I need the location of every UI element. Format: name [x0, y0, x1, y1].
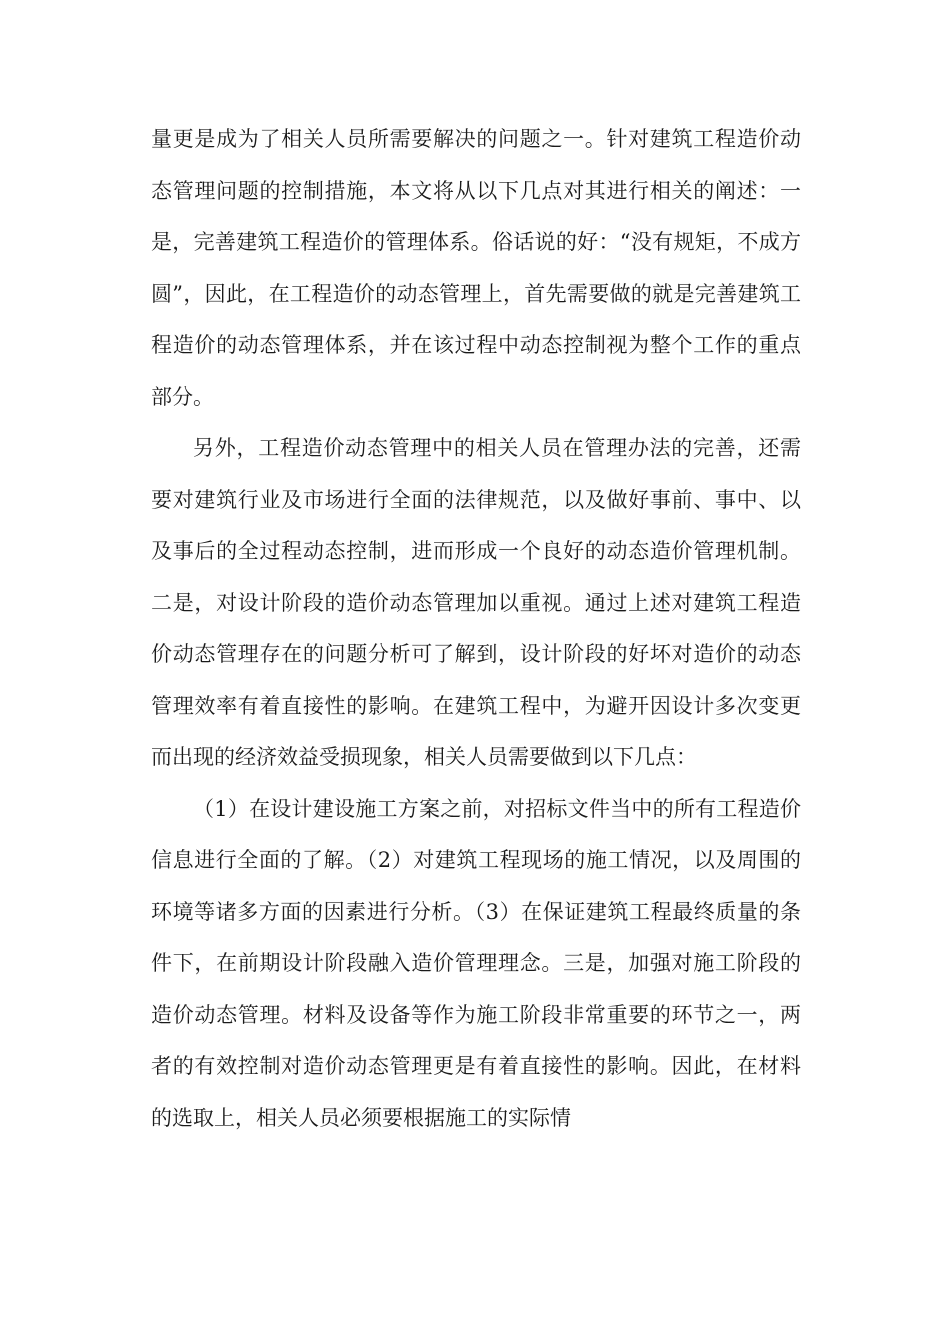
- paragraph-3: （1）在设计建设施工方案之前，对招标文件当中的所有工程造价信息进行全面的了解。（2）对建筑工程现场的施工情况，以及周围的环境等诸多方面的因素进行分析。（3）在保证建筑工程最终质量的条件下，在前期设计阶段融入造价管理理念。三是，加强对施工阶段的造价动态管理。材料及设备等作为施工阶段非常重要的环节之一，两者的有效控制对造价动态管理更是有着直接性的影响。因此，在材料的选取上，相关人员必须要根据施工的实际情: [151, 796, 801, 1130]
- paragraph-2: 另外，工程造价动态管理中的相关人员在管理办法的完善，还需要对建筑行业及市场进行全面的法律规范，以及做好事前、事中、以及事后的全过程动态控制，进而形成一个良好的动态造价管理机制。二是，对设计阶段的造价动态管理加以重视。通过上述对建筑工程造价动态管理存在的问题分析可了解到，设计阶段的好坏对造价的动态管理效率有着直接性的影响。在建筑工程中，为避开因设计多次变更而出现的经济效益受损现象，相关人员需要做到以下几点：: [151, 436, 801, 769]
- body-text: [151, 114, 801, 1144]
- paragraph-1: 量更是成为了相关人员所需要解决的问题之一。针对建筑工程造价动态管理问题的控制措施，本文将从以下几点对其进行相关的阐述：一是，完善建筑工程造价的管理体系。俗话说的好：“没有规矩，不成方圆”，因此，在工程造价的动态管理上，首先需要做的就是完善建筑工程造价的动态管理体系，并在该过程中动态控制视为整个工作的重点部分。: [151, 127, 801, 409]
